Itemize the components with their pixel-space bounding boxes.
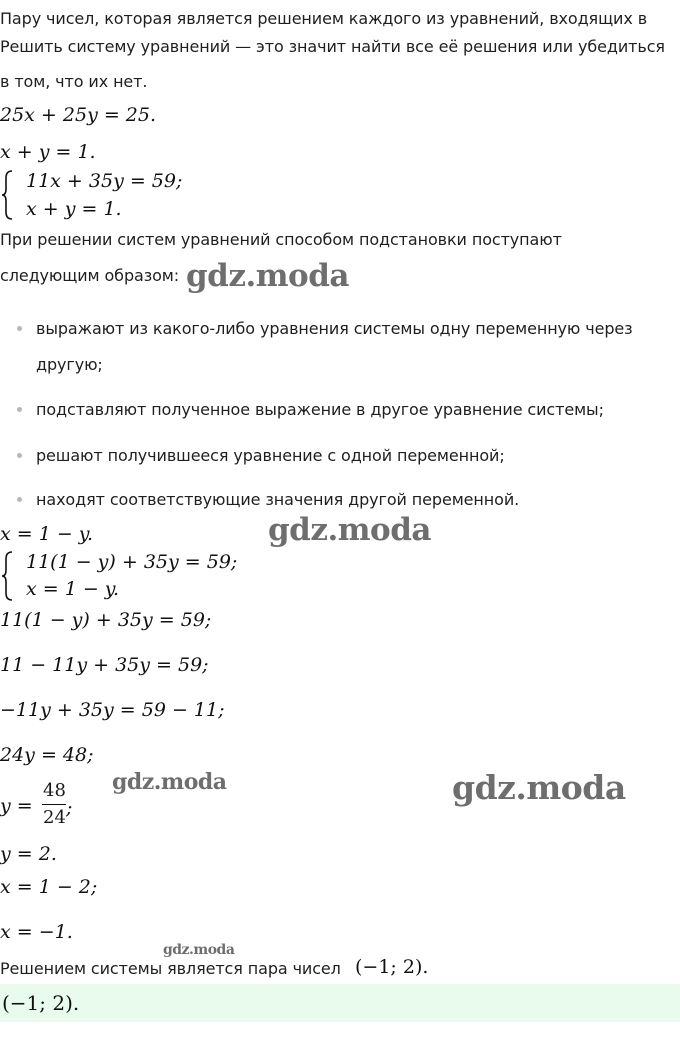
step-3: решают получившееся уравнение с одной переменной; [36, 446, 505, 465]
step-2: подставляют полученное выражение в другое уравнение системы; [36, 400, 604, 419]
fraction [42, 780, 68, 830]
intro-line-2: Решить систему уравнений — это значит найти все её решения или убедиться [0, 37, 665, 56]
step-1-line-2: другую; [36, 355, 103, 374]
expression-x: x = 1 − y. [0, 523, 94, 545]
watermark-logo: gdz.moda [452, 768, 626, 807]
left-brace-icon [2, 551, 12, 601]
solve-step-7: x = 1 − 2; [0, 876, 98, 898]
system-2-row-2: x = 1 − y. [26, 578, 120, 600]
step-1-line-1: выражают из какого-либо уравнения системы одну переменную через [36, 319, 633, 338]
bullet-icon [17, 326, 22, 331]
method-line-1: При решении систем уравнений способом подстановки поступают [0, 230, 562, 249]
solve-step-1: 11(1 − y) + 35y = 59; [0, 609, 212, 631]
method-line-2: следующим образом: [0, 266, 180, 285]
intro-line-3: в том, что их нет. [0, 72, 148, 91]
fraction-bar [42, 804, 66, 805]
bullet-icon [17, 453, 22, 458]
system-2-row-1: 11(1 − y) + 35y = 59; [26, 551, 238, 573]
equation-2: x + y = 1. [0, 141, 96, 163]
intro-line-1: Пару чисел, которая является решением каждого из уравнений, входящих в [0, 9, 648, 28]
bullet-icon [17, 497, 22, 502]
watermark-logo: gdz.moda [186, 258, 349, 294]
solve-step-3: −11y + 35y = 59 − 11; [0, 699, 225, 721]
system-1-row-2: x + y = 1. [26, 198, 122, 220]
solve-step-2: 11 − 11y + 35y = 59; [0, 654, 209, 676]
conclusion-text: Решением системы является пара чисел [0, 959, 341, 978]
answer-value: (−1; 2). [2, 991, 80, 1015]
equation-1: 25x + 25y = 25. [0, 104, 157, 126]
bullet-icon [17, 407, 22, 412]
solve-step-4: 24y = 48; [0, 744, 94, 766]
watermark-logo: gdz.moda [112, 769, 227, 795]
system-1-row-1: 11x + 35y = 59; [26, 170, 183, 192]
watermark-logo: gdz.moda [163, 942, 235, 958]
fraction-end: ; [66, 797, 73, 819]
conclusion-pair: (−1; 2). [355, 956, 429, 978]
solve-step-6: y = 2. [0, 843, 57, 865]
step-4: находят соответствующие значения другой переменной. [36, 490, 520, 509]
fraction-left: y = [0, 795, 33, 817]
solve-step-8: x = −1. [0, 921, 73, 943]
fraction-numerator: 48 [43, 780, 66, 801]
watermark-logo: gdz.moda [268, 512, 431, 548]
answer-box [0, 984, 680, 1022]
left-brace-icon [2, 170, 12, 220]
fraction-denominator: 24 [43, 807, 66, 828]
